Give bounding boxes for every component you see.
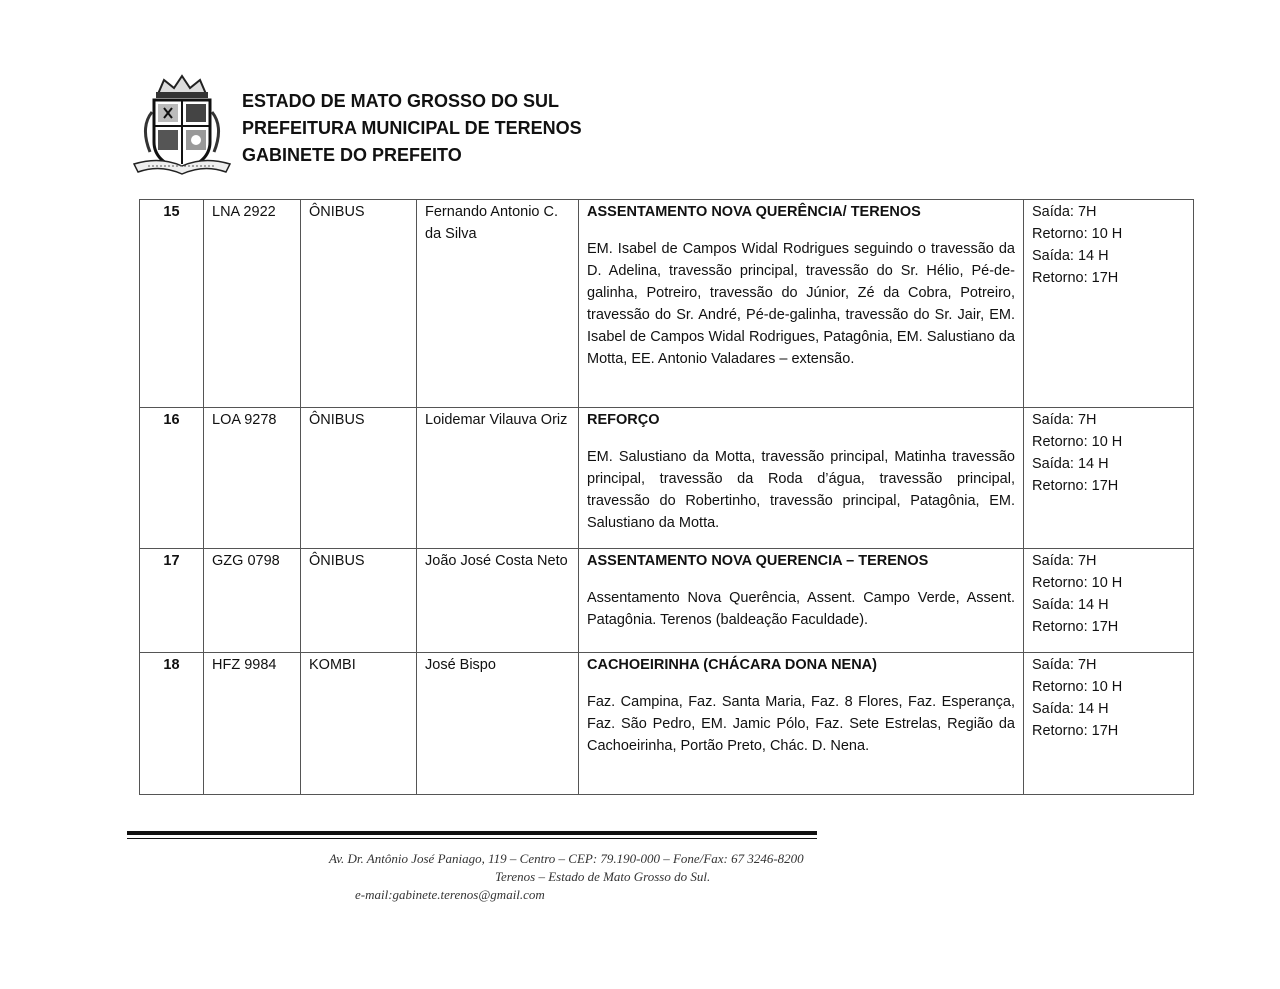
footer-divider-thin xyxy=(127,838,817,839)
route-title: REFORÇO xyxy=(587,412,660,428)
schedule-cell xyxy=(1024,200,1194,408)
table-row xyxy=(140,200,1194,408)
vehicle-type: KOMBI xyxy=(301,653,417,795)
route-cell xyxy=(579,549,1024,653)
schedule-return-afternoon: Retorno: 17H xyxy=(1032,619,1119,635)
footer-divider xyxy=(127,831,817,835)
vehicle-type: ÔNIBUS xyxy=(301,549,417,653)
driver-name: João José Costa Neto xyxy=(417,549,579,653)
schedule-departure-morning: Saída: 7H xyxy=(1032,412,1097,428)
vehicle-plate: GZG 0798 xyxy=(204,549,301,653)
vehicle-plate: LNA 2922 xyxy=(204,200,301,408)
schedule-cell xyxy=(1024,549,1194,653)
driver-name: Loidemar Vilauva Oriz xyxy=(417,408,579,549)
letterhead xyxy=(242,88,582,169)
municipal-crest-icon xyxy=(130,72,235,177)
route-description: EM. Salustiano da Motta, travessão principal, Matinha travessão principal, travessão da Roda d’água, travessão principal, travessão do Robertinho, travessão principal, Patagônia, EM. Salustiano da Motta. xyxy=(587,449,1015,531)
row-number: 15 xyxy=(140,200,204,408)
schedule-departure-morning: Saída: 7H xyxy=(1032,204,1097,220)
schedule-return-afternoon: Retorno: 17H xyxy=(1032,478,1119,494)
table-row xyxy=(140,549,1194,653)
footer-address: Av. Dr. Antônio José Paniago, 119 – Centro – CEP: 79.190-000 – Fone/Fax: 67 3246-8200 xyxy=(329,851,804,866)
vehicle-plate: LOA 9278 xyxy=(204,408,301,549)
schedule-departure-afternoon: Saída: 14 H xyxy=(1032,248,1109,264)
table-row xyxy=(140,408,1194,549)
footer-email: e-mail:gabinete.terenos@gmail.com xyxy=(355,887,545,902)
schedule-return-afternoon: Retorno: 17H xyxy=(1032,270,1119,286)
route-title: CACHOEIRINHA (CHÁCARA DONA NENA) xyxy=(587,657,877,673)
schedule-return-morning: Retorno: 10 H xyxy=(1032,434,1123,450)
office-title: GABINETE DO PREFEITO xyxy=(242,145,462,165)
schedule-departure-afternoon: Saída: 14 H xyxy=(1032,597,1109,613)
schedule-return-morning: Retorno: 10 H xyxy=(1032,575,1123,591)
state-title: ESTADO DE MATO GROSSO DO SUL xyxy=(242,91,560,111)
row-number: 18 xyxy=(140,653,204,795)
route-cell xyxy=(579,200,1024,408)
vehicle-type: ÔNIBUS xyxy=(301,408,417,549)
schedule-return-afternoon: Retorno: 17H xyxy=(1032,723,1119,739)
municipality-title: PREFEITURA MUNICIPAL DE TERENOS xyxy=(242,118,582,138)
table-row xyxy=(140,653,1194,795)
driver-name: José Bispo xyxy=(417,653,579,795)
school-transport-routes-table xyxy=(139,199,1194,795)
schedule-departure-morning: Saída: 7H xyxy=(1032,553,1097,569)
schedule-cell xyxy=(1024,408,1194,549)
schedule-departure-morning: Saída: 7H xyxy=(1032,657,1097,673)
schedule-cell xyxy=(1024,653,1194,795)
route-title: ASSENTAMENTO NOVA QUERENCIA – TERENOS xyxy=(587,553,929,569)
route-description: Faz. Campina, Faz. Santa Maria, Faz. 8 Flores, Faz. Esperança, Faz. São Pedro, EM. Jamic Pólo, Faz. Sete Estrelas, Região da Cachoeirinha, Portão Preto, Chác. D. Nena. xyxy=(587,694,1015,754)
footer-city: Terenos – Estado de Mato Grosso do Sul. xyxy=(495,869,711,884)
row-number: 17 xyxy=(140,549,204,653)
vehicle-type: ÔNIBUS xyxy=(301,200,417,408)
vehicle-plate: HFZ 9984 xyxy=(204,653,301,795)
schedule-departure-afternoon: Saída: 14 H xyxy=(1032,701,1109,717)
row-number: 16 xyxy=(140,408,204,549)
schedule-return-morning: Retorno: 10 H xyxy=(1032,226,1123,242)
route-cell xyxy=(579,408,1024,549)
route-description: EM. Isabel de Campos Widal Rodrigues seguindo o travessão da D. Adelina, travessão principal, travessão do Sr. Hélio, Pé-de-galinha, Potreiro, travessão do Júnior, Zé da Cobra, Potreiro, travessão do Sr. André, Pé-de-galinha, travessão do Sr. Jair, EM. Isabel de Campos Widal Rodrigues, Patagônia, EM. Salustiano da Motta, EE. Antonio Valadares – extensão. xyxy=(587,241,1015,367)
route-description: Assentamento Nova Querência, Assent. Campo Verde, Assent. Patagônia. Terenos (baldeação Faculdade). xyxy=(587,590,1015,628)
driver-name: Fernando Antonio C. da Silva xyxy=(417,200,579,408)
route-title: ASSENTAMENTO NOVA QUERÊNCIA/ TERENOS xyxy=(587,204,921,220)
schedule-return-morning: Retorno: 10 H xyxy=(1032,679,1123,695)
schedule-departure-afternoon: Saída: 14 H xyxy=(1032,456,1109,472)
route-cell xyxy=(579,653,1024,795)
